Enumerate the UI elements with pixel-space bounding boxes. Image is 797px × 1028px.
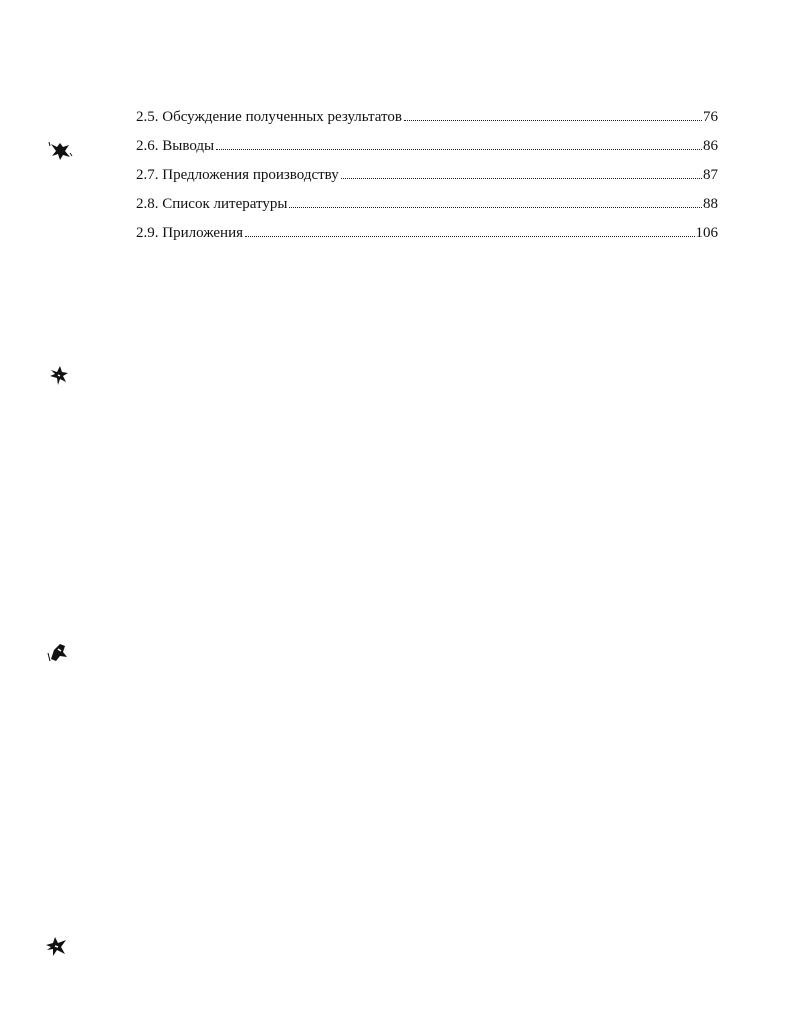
toc-dot-leader — [245, 236, 695, 237]
punch-hole-scan-artifact-icon — [43, 934, 69, 960]
punch-hole-scan-artifact-icon — [45, 639, 71, 665]
toc-dot-leader — [289, 207, 702, 208]
toc-entry-page: 88 — [703, 196, 718, 212]
toc-entry-label: 2.7. Предложения производству — [136, 167, 339, 183]
toc-dot-leader — [404, 120, 702, 121]
toc-entry — [136, 219, 718, 248]
toc-entry — [136, 161, 718, 190]
toc-entry-page: 106 — [695, 225, 718, 241]
table-of-contents — [136, 103, 718, 248]
toc-entry — [136, 103, 718, 132]
punch-hole-scan-artifact-icon — [46, 362, 72, 388]
toc-entry-label: 2.5. Обсуждение полученных результатов — [136, 109, 402, 125]
toc-entry-page: 76 — [703, 109, 718, 125]
toc-dot-leader — [341, 178, 702, 179]
toc-entry-label: 2.6. Выводы — [136, 138, 215, 154]
toc-entry-page: 87 — [703, 167, 718, 183]
punch-hole-scan-artifact-icon — [47, 138, 73, 164]
toc-entry — [136, 132, 718, 161]
toc-entry-page: 86 — [703, 138, 718, 154]
toc-entry-label: 2.8. Список литературы — [136, 196, 288, 212]
toc-entry-label: 2.9. Приложения — [136, 225, 243, 241]
toc-entry — [136, 190, 718, 219]
toc-dot-leader — [216, 149, 702, 150]
